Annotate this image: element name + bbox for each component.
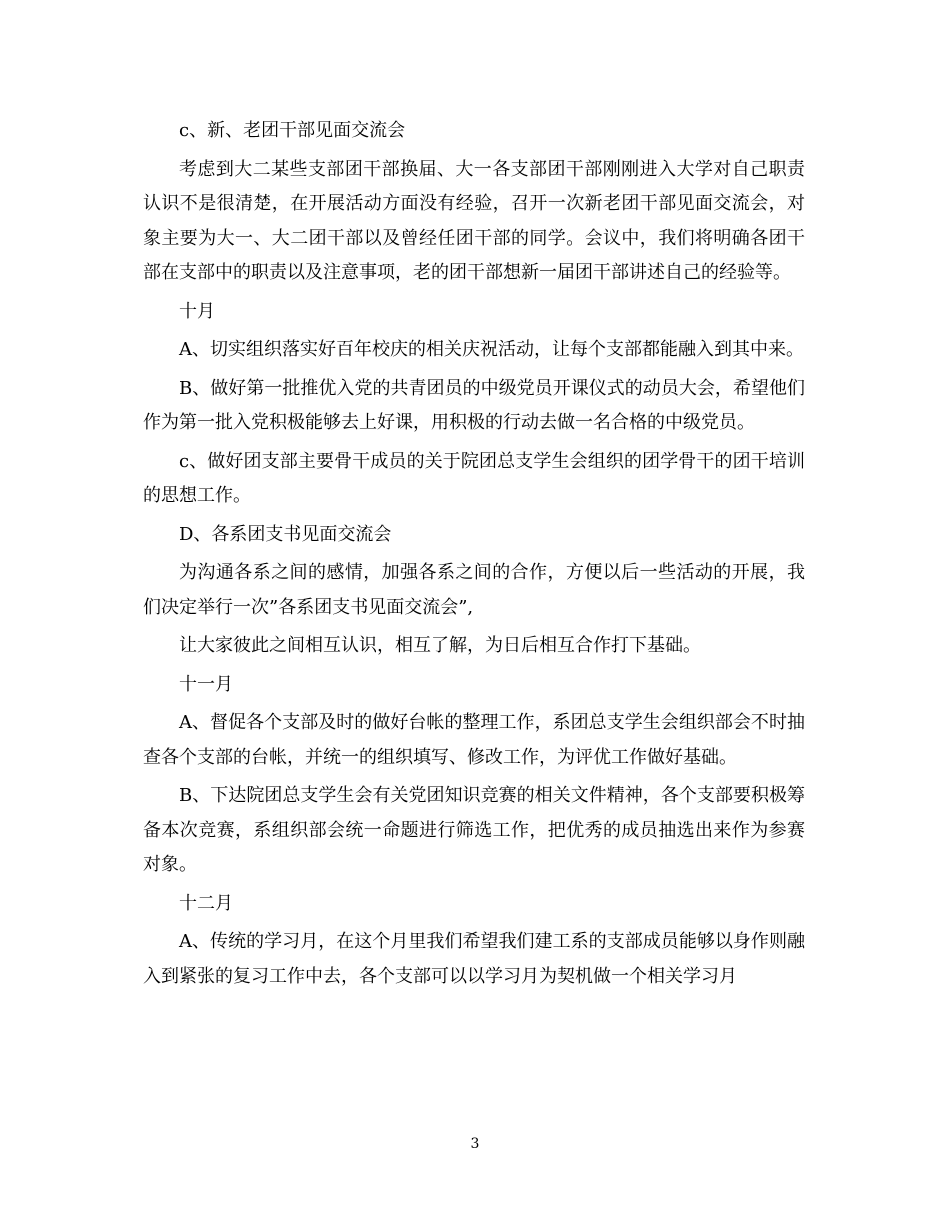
paragraph: A、切实组织落实好百年校庆的相关庆祝活动，让每个支部都能融入到其中来。 <box>179 339 804 360</box>
page-number: 3 <box>470 1136 480 1152</box>
paragraph: c、做好团支部主要骨干成员的关于院团总支学生会组织的团学骨干的团干培训的思想工作。 <box>143 450 805 506</box>
paragraph: A、督促各个支部及时的做好台帐的整理工作，系团总支学生会组织部会不时抽查各个支部的台帐，并统一的组织填写、修改工作，为评优工作做好基础。 <box>143 712 805 768</box>
paragraph: 让大家彼此之间相互认识，相互了解，为日后相互合作打下基础。 <box>179 635 701 656</box>
document-body <box>143 114 805 998</box>
paragraph-heading-c: c、新、老团干部见面交流会 <box>179 120 406 141</box>
paragraph: A、传统的学习月，在这个月里我们希望我们建工系的支部成员能够以身作则融入到紧张的复习工作中去，各个支部可以以学习月为契机做一个相关学习月 <box>143 931 805 987</box>
paragraph-heading-d: D、各系团支书见面交流会 <box>179 523 392 545</box>
section-heading-november: 十一月 <box>179 673 233 695</box>
paragraph: 考虑到大二某些支部团干部换届、大一各支部团干部刚刚进入大学对自己职责认识不是很清楚，在开展活动方面没有经验，召开一次新老团干部见面交流会，对象主要为大一、大二团干部以及曾经任团干部的同学。会议中，我们将明确各团干部在支部中的职责以及注意事项，老的团干部想新一届团干部讲述自己的经验等。 <box>143 158 805 283</box>
paragraph: 为沟通各系之间的感情，加强各系之间的合作，方便以后一些活动的开展，我们决定举行一次”各系团支书见面交流会”, <box>143 562 805 618</box>
section-heading-december: 十二月 <box>179 892 233 914</box>
paragraph: B、做好第一批推优入党的共青团员的中级党员开课仪式的动员大会，希望他们作为第一批入党积极能够去上好课，用积极的行动去做一名合格的中级党员。 <box>143 377 805 433</box>
paragraph: B、下达院团总支学生会有关党团知识竞赛的相关文件精神，各个支部要积极筹备本次竞赛，系组织部会统一命题进行筛选工作，把优秀的成员抽选出来作为参赛对象。 <box>143 785 805 875</box>
section-heading-october: 十月 <box>179 300 215 322</box>
